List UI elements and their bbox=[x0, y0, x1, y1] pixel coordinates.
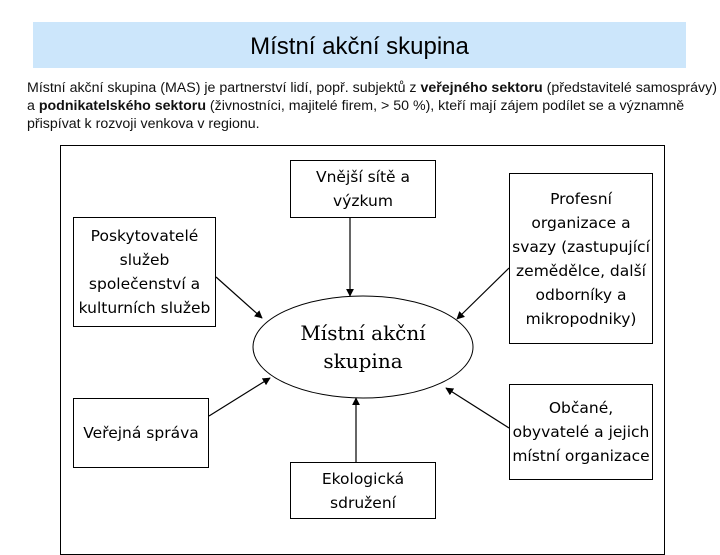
node-line: Vnější sítě a bbox=[316, 168, 410, 186]
node-professional-organizations bbox=[509, 173, 653, 344]
node-line: Profesní bbox=[550, 189, 612, 208]
node-line: obyvatelé a jejich bbox=[512, 423, 650, 441]
node-line: kulturních služeb bbox=[78, 299, 211, 317]
node-line: výzkum bbox=[333, 192, 393, 210]
intro-bold-public-sector: veřejného sektoru bbox=[420, 80, 543, 96]
node-citizens bbox=[509, 384, 653, 480]
node-public-administration bbox=[73, 398, 209, 468]
intro-text-1: Místní akční skupina (MAS) je partnerství lidí, popř. subjektů z bbox=[27, 80, 421, 96]
node-line: organizace a bbox=[531, 213, 631, 232]
intro-text-3: (živnostníci, majitelé firem, > 50 %), kteří mají zájem podílet se a významně přispívat k rozvoji venkova v regionu. bbox=[27, 98, 685, 132]
node-ecological-associations bbox=[290, 462, 436, 519]
intro-text-2: (představitelé samosprávy) a bbox=[27, 80, 717, 114]
node-line: Ekologická bbox=[321, 469, 405, 488]
node-line: Poskytovatelé bbox=[90, 227, 199, 245]
node-external-networks bbox=[290, 160, 436, 218]
hub-line: Místní akční bbox=[300, 321, 426, 345]
intro-bold-business-sector: podnikatelského sektoru bbox=[38, 98, 206, 114]
page-title: Místní akční skupina bbox=[250, 33, 469, 60]
node-line: služeb bbox=[119, 251, 170, 269]
node-line: zemědělce, další bbox=[516, 261, 646, 280]
node-line: Veřejná správa bbox=[83, 424, 199, 442]
node-line: společenství a bbox=[88, 275, 201, 293]
node-line: Občané, bbox=[548, 399, 614, 417]
hub-line: skupina bbox=[323, 349, 403, 373]
node-line: sdružení bbox=[330, 493, 396, 512]
hub-label bbox=[253, 296, 473, 398]
node-line: svazy (zastupující bbox=[512, 237, 650, 256]
node-line: odborníky a bbox=[535, 285, 627, 304]
node-line: místní organizace bbox=[512, 447, 650, 465]
node-service-providers bbox=[73, 217, 216, 327]
node-line: mikropodniky) bbox=[525, 309, 637, 328]
